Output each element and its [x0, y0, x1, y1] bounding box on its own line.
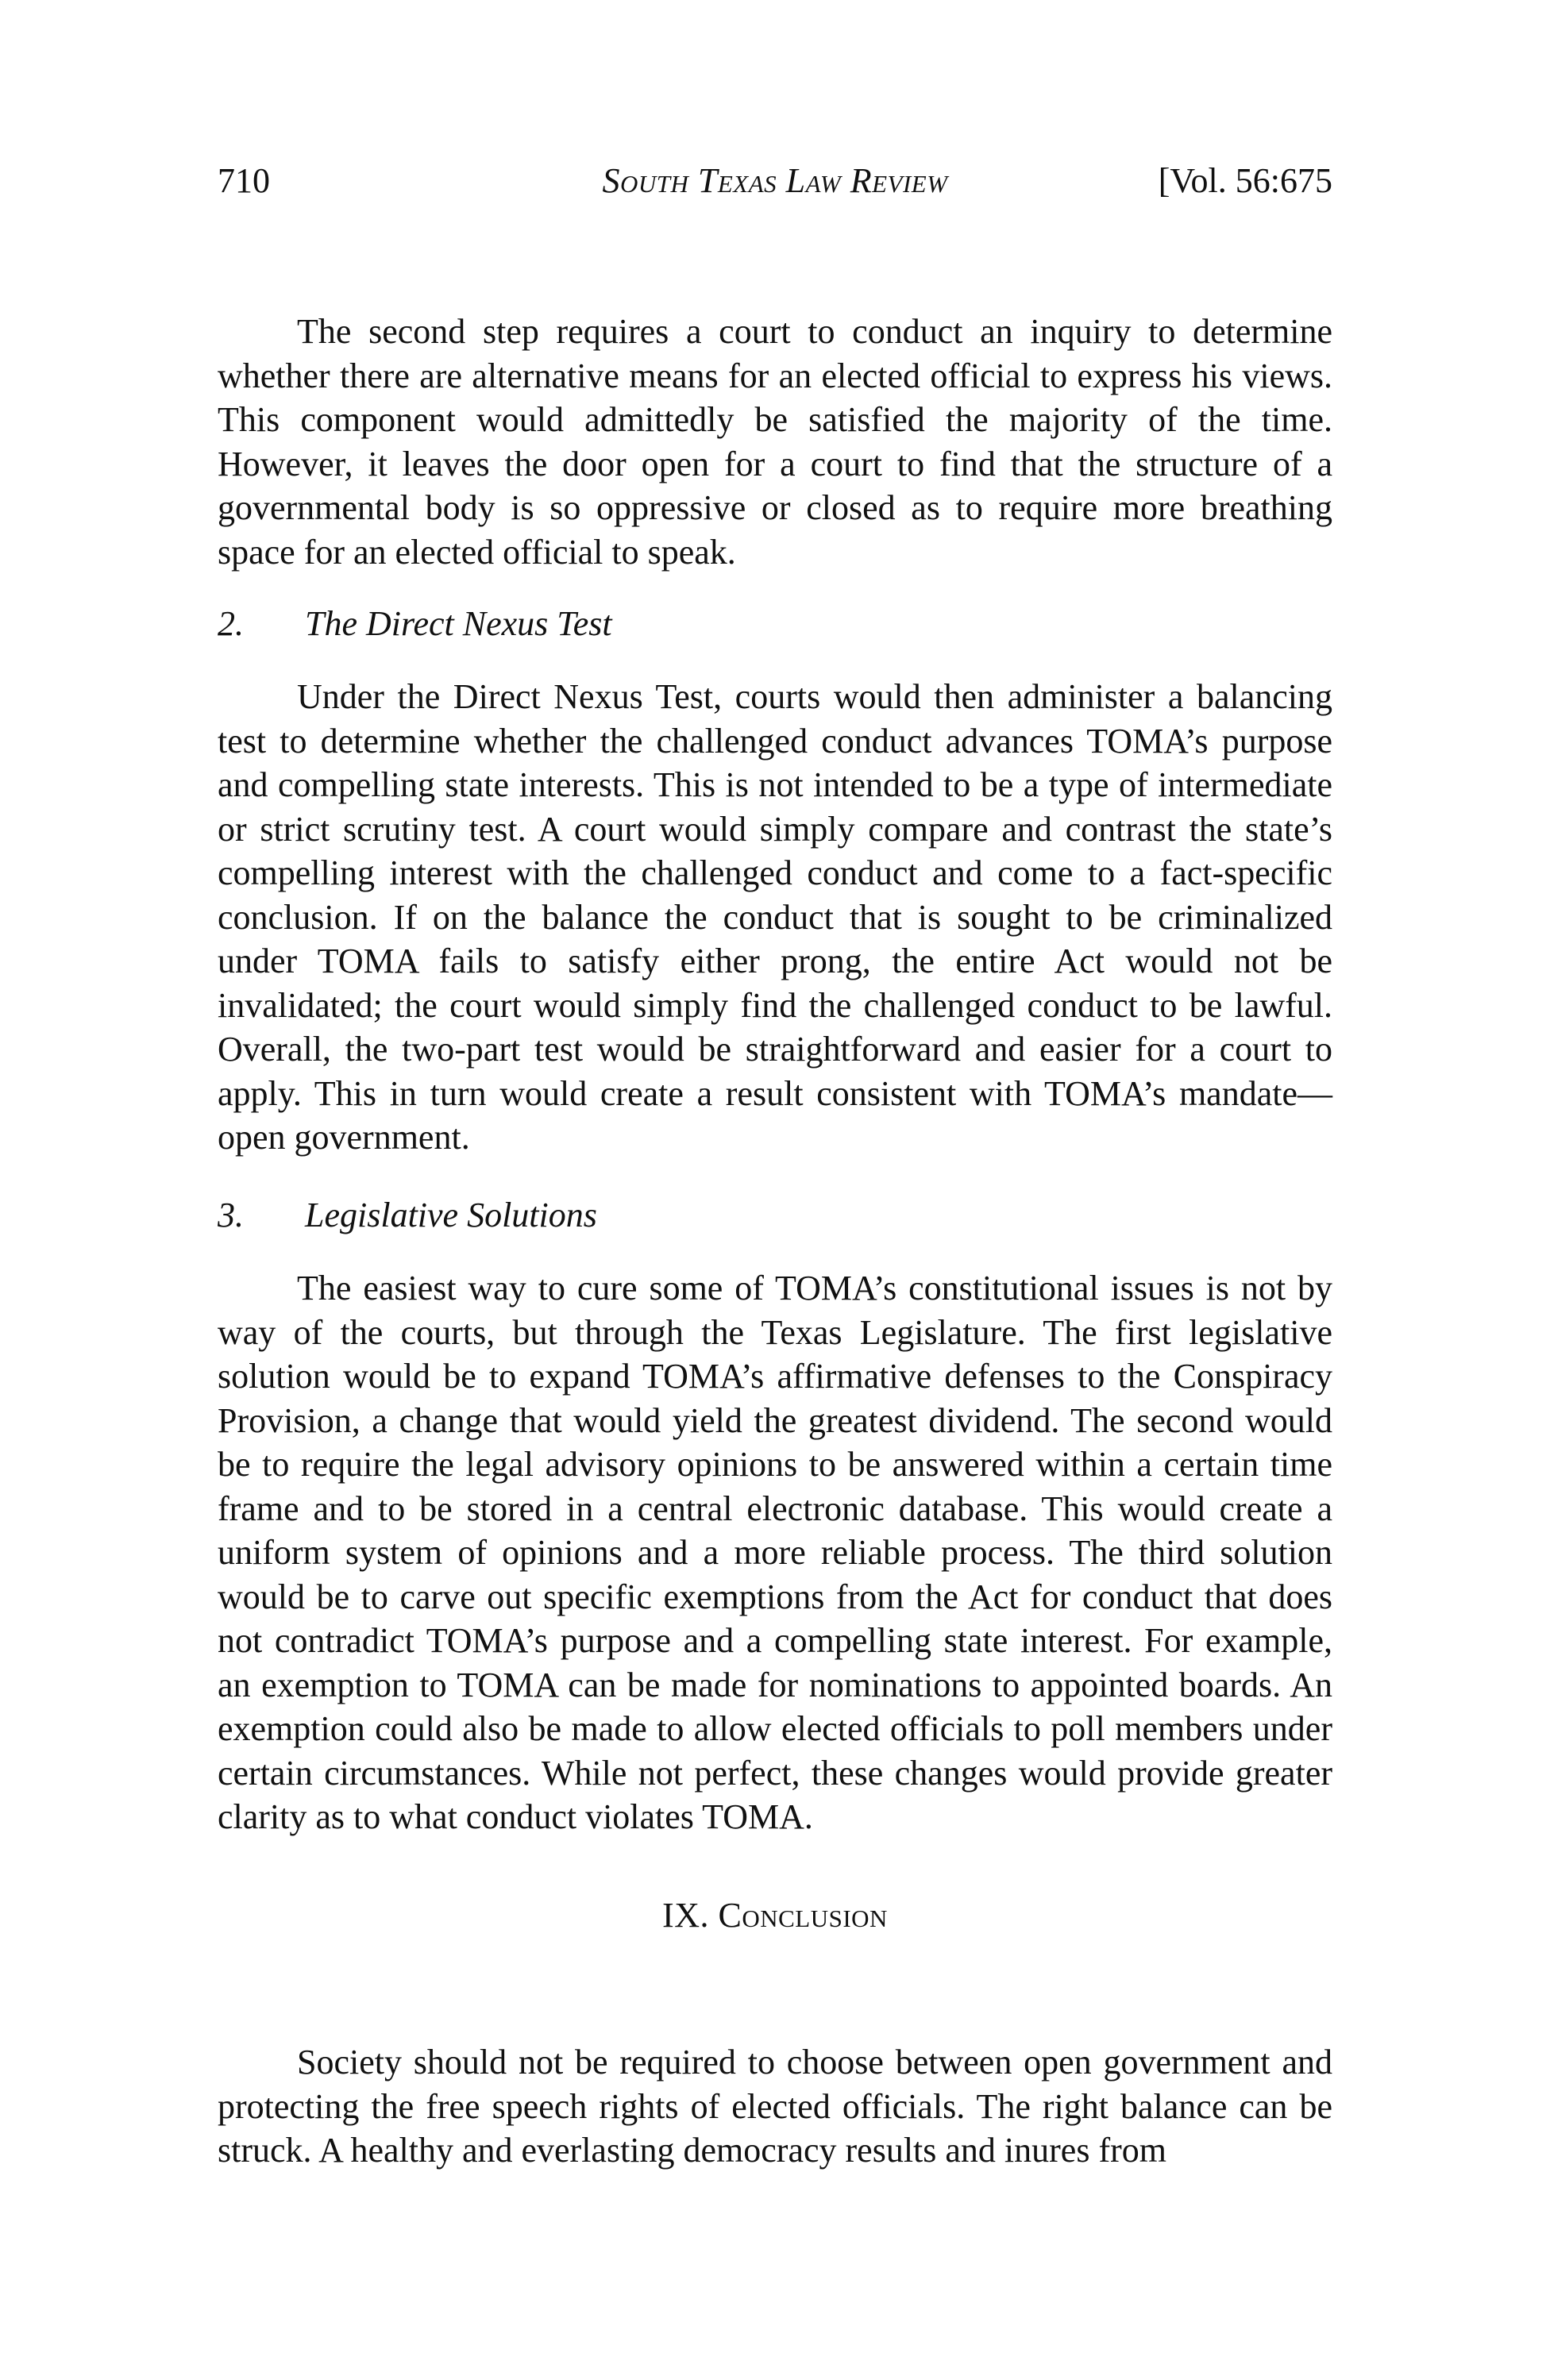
- subheading-title: Legislative Solutions: [305, 1196, 597, 1234]
- paragraph-conclusion: Society should not be required to choose between open government and protecting the free speech rights of elected officials. The right balance can be struck. A healthy and everlasting democracy results and inures from: [218, 2043, 1332, 2170]
- volume-citation: [Vol. 56:675: [1158, 161, 1332, 200]
- subheading-number: 3.: [218, 1196, 244, 1234]
- section-heading-conclusion: IX. Conclusion: [662, 1896, 888, 1935]
- paragraph-second-step: The second step requires a court to conduct an inquiry to determine whether there are alternative means for an elected official to express his views. This component would admittedly be satisfied the majority of the time. However, it leaves the door open for a court to find that the structure of a governmental body is so oppressive or closed as to require more breathing space for an elected official to speak.: [218, 312, 1332, 572]
- subheading-direct-nexus-test: [218, 602, 612, 646]
- journal-title: South Texas Law Review: [602, 161, 948, 200]
- paragraph-direct-nexus: Under the Direct Nexus Test, courts would then administer a balancing test to determine whether the challenged conduct advances TOMA’s purpose and compelling state interests. This is not intended to be a type of intermediate or strict scrutiny test. A court would simply compare and contrast the state’s compelling interest with the challenged conduct and come to a fact-specific conclusion. If on the balance the conduct that is sought to be criminalized under TOMA fails to satisfy either prong, the entire Act would not be invalidated; the court would simply find the challenged conduct to be lawful. Overall, the two-part test would be straightforward and easier for a court to apply. This in turn would create a result consistent with TOMA’s mandate—open government.: [218, 677, 1332, 1157]
- subheading-title: The Direct Nexus Test: [305, 604, 612, 643]
- running-header: [218, 157, 1332, 205]
- subheading-legislative-solutions: [218, 1193, 597, 1238]
- page-number: 710: [218, 161, 270, 200]
- subheading-number: 2.: [218, 604, 244, 643]
- paragraph-legislative-solutions: The easiest way to cure some of TOMA’s constitutional issues is not by way of the courts, but through the Texas Legislature. The first legislative solution would be to expand TOMA’s affirmative defenses to the Conspiracy Provision, a change that would yield the greatest dividend. The second would be to require the legal advisory opinions to be answered within a certain time frame and to be stored in a central electronic database. This would create a uniform system of opinions and a more reliable process. The third solution would be to carve out specific exemptions from the Act for conduct that does not contradict TOMA’s purpose and a compelling state interest. For example, an exemption to TOMA can be made for nominations to appointed boards. An exemption could also be made to allow elected officials to poll members under certain circumstances. While not perfect, these changes would provide greater clarity as to what conduct violates TOMA.: [218, 1269, 1332, 1836]
